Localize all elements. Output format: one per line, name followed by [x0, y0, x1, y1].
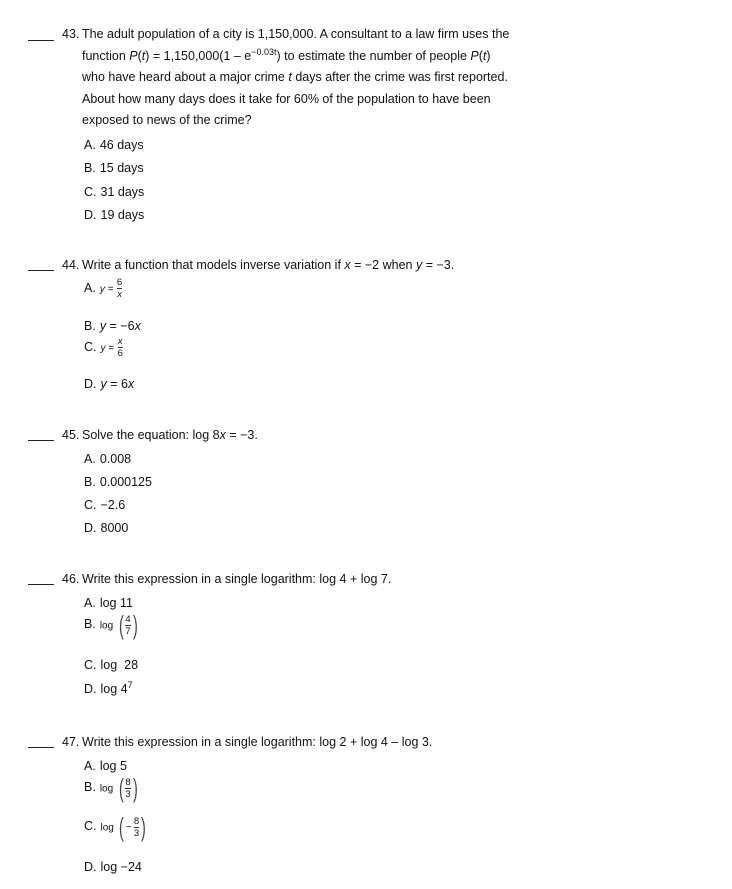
answer-blank-45[interactable]	[28, 440, 54, 441]
q44-option-d[interactable]: D. y = 6x	[84, 377, 135, 391]
answer-blank-44[interactable]	[28, 270, 54, 271]
q44-option-b[interactable]: B. y = −6x	[84, 319, 141, 333]
q43-line4: About how many days does it take for 60% of the population to have been	[82, 91, 491, 106]
q45-option-b[interactable]: B. 0.000125	[84, 475, 152, 489]
question-text-43	[82, 24, 509, 132]
question-text-44: Write a function that models inverse variation if x = −2 when y = −3.	[82, 258, 455, 272]
question-number-44: 44.	[62, 258, 80, 272]
question-text-46: Write this expression in a single logarithm: log 4 + log 7.	[82, 572, 392, 586]
q44-option-c[interactable]: C. y = $\frac{x}{6}$	[84, 336, 123, 359]
q43-line1: The adult population of a city is 1,150,000. A consultant to a law firm uses the	[82, 27, 510, 41]
q43-option-d[interactable]: D. 19 days	[84, 208, 145, 222]
q47-option-b[interactable]: B. log ( $\frac{8}{3}$ )	[84, 773, 138, 803]
fraction: $\frac{4}{7}$	[125, 613, 131, 637]
q43-option-b[interactable]: B. 15 days	[84, 161, 144, 175]
question-text-45: Solve the equation: log 8x = −3.	[82, 428, 258, 442]
q44-option-a[interactable]: A. y = $\frac{6}{x}$	[84, 277, 123, 300]
q43-line5: exposed to news of the crime?	[82, 113, 252, 127]
question-number-47: 47.	[62, 735, 80, 749]
q46-option-a[interactable]: A. log 11	[84, 596, 133, 610]
fraction: $\frac{8}{3}$	[125, 776, 131, 800]
question-number-45: 45.	[62, 428, 80, 442]
fraction: $\frac{x}{6}$	[117, 336, 123, 359]
fraction: $\frac{6}{x}$	[116, 277, 123, 300]
q43-line2: function $P(t) = 1,150,000(1 - e^{-0.03t})$ to estimate the number of people P(t)	[82, 46, 491, 63]
q46-option-d[interactable]: D. $\log 4^7$	[84, 679, 133, 696]
question-number-43: 43.	[62, 27, 80, 41]
q43-line3: who have heard about a major crime t days after the crime was first reported.	[82, 70, 508, 84]
question-text-47: Write this expression in a single logarithm: log 2 + log 4 – log 3.	[82, 735, 433, 749]
q46-option-c[interactable]: C. log 28	[84, 658, 139, 672]
answer-blank-47[interactable]	[28, 747, 54, 748]
q45-option-a[interactable]: A. 0.008	[84, 452, 132, 466]
q43-option-a[interactable]: A. 46 days	[84, 138, 144, 152]
q45-option-c[interactable]: C. −2.6	[84, 498, 126, 512]
q47-option-c[interactable]: C. log ( − $\frac{8}{3}$ )	[84, 812, 146, 842]
answer-blank-46[interactable]	[28, 584, 54, 585]
question-number-46: 46.	[62, 572, 80, 586]
q45-option-d[interactable]: D. 8000	[84, 521, 129, 535]
q46-option-b[interactable]: B. log ( $\frac{4}{7}$ )	[84, 610, 138, 640]
q47-option-a[interactable]: A. log 5	[84, 759, 127, 773]
q47-option-d[interactable]: D. log −24	[84, 860, 142, 874]
fraction: $\frac{8}{3}$	[133, 815, 140, 839]
q43-option-c[interactable]: C. 31 days	[84, 185, 145, 199]
answer-blank-43[interactable]	[28, 40, 54, 41]
